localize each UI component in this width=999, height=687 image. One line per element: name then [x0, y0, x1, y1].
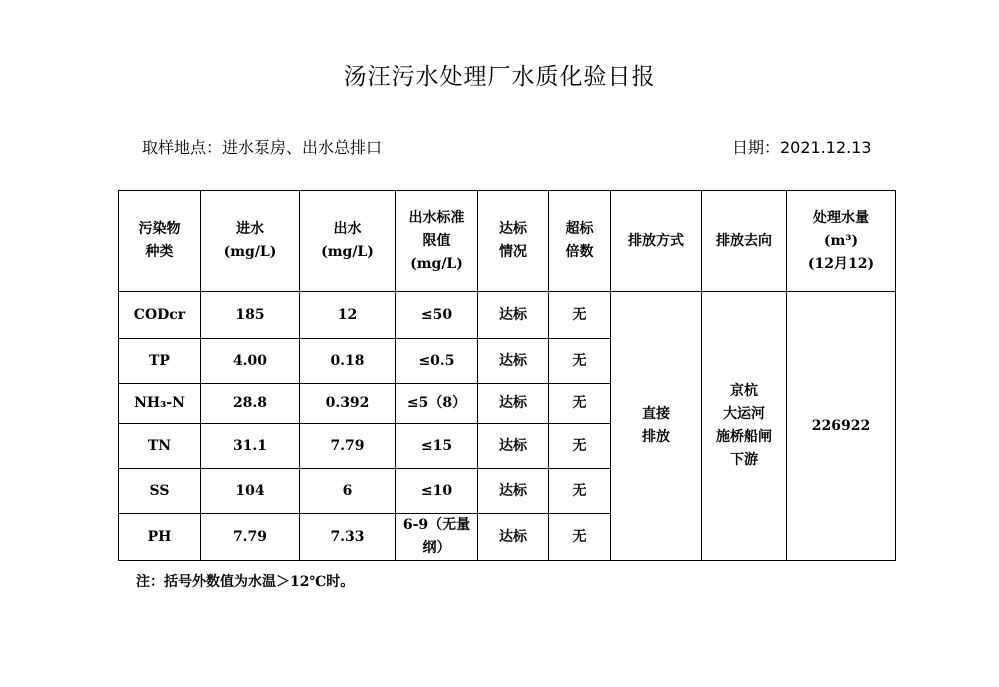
status-value: 达标	[478, 292, 549, 339]
header-pollutant: 污染物 种类	[119, 191, 201, 292]
inflow-value: 28.8	[201, 384, 300, 424]
outflow-value: 0.392	[300, 384, 396, 424]
exceed-value: 无	[549, 514, 611, 561]
exceed-value: 无	[549, 339, 611, 384]
inflow-value: 104	[201, 469, 300, 514]
inflow-value: 7.79	[201, 514, 300, 561]
status-value: 达标	[478, 469, 549, 514]
pollutant-name: TN	[119, 424, 201, 469]
exceed-value: 无	[549, 384, 611, 424]
table-row	[119, 292, 896, 339]
discharge-destination-cell: 京杭 大运河 施桥船闸 下游	[702, 292, 787, 561]
header-volume: 处理水量 (m³) (12月12)	[787, 191, 896, 292]
header-inflow: 进水 (mg/L)	[201, 191, 300, 292]
exceed-value: 无	[549, 424, 611, 469]
pollutant-name: SS	[119, 469, 201, 514]
outflow-value: 7.33	[300, 514, 396, 561]
pollutant-name: TP	[119, 339, 201, 384]
header-row	[119, 191, 896, 292]
status-value: 达标	[478, 424, 549, 469]
exceed-value: 无	[549, 292, 611, 339]
inflow-value: 185	[201, 292, 300, 339]
pollutant-name: PH	[119, 514, 201, 561]
discharge-method-cell: 直接 排放	[611, 292, 702, 561]
sampling-location: 取样地点：进水泵房、出水总排口	[142, 138, 383, 157]
footnote: 注：括号外数值为水温＞12℃时。	[136, 574, 355, 590]
outflow-value: 6	[300, 469, 396, 514]
limit-value: 6-9（无量纲）	[396, 514, 478, 561]
status-value: 达标	[478, 339, 549, 384]
header-outflow: 出水 (mg/L)	[300, 191, 396, 292]
header-status: 达标 情况	[478, 191, 549, 292]
limit-value: ≤10	[396, 469, 478, 514]
outflow-value: 12	[300, 292, 396, 339]
outflow-value: 7.79	[300, 424, 396, 469]
report-date: 日期：2021.12.13	[732, 138, 872, 157]
volume-cell: 226922	[787, 292, 896, 561]
header-exceed: 超标 倍数	[549, 191, 611, 292]
inflow-value: 4.00	[201, 339, 300, 384]
status-value: 达标	[478, 514, 549, 561]
pollutant-name: CODcr	[119, 292, 201, 339]
limit-value: ≤50	[396, 292, 478, 339]
header-discharge-destination: 排放去向	[702, 191, 787, 292]
limit-value: ≤15	[396, 424, 478, 469]
limit-value: ≤0.5	[396, 339, 478, 384]
inflow-value: 31.1	[201, 424, 300, 469]
pollutant-name: NH₃-N	[119, 384, 201, 424]
limit-value: ≤5（8）	[396, 384, 478, 424]
header-discharge-method: 排放方式	[611, 191, 702, 292]
exceed-value: 无	[549, 469, 611, 514]
status-value: 达标	[478, 384, 549, 424]
outflow-value: 0.18	[300, 339, 396, 384]
header-limit: 出水标准 限值 (mg/L)	[396, 191, 478, 292]
report-title: 汤汪污水处理厂水质化验日报	[343, 64, 656, 90]
water-quality-table	[118, 190, 896, 561]
